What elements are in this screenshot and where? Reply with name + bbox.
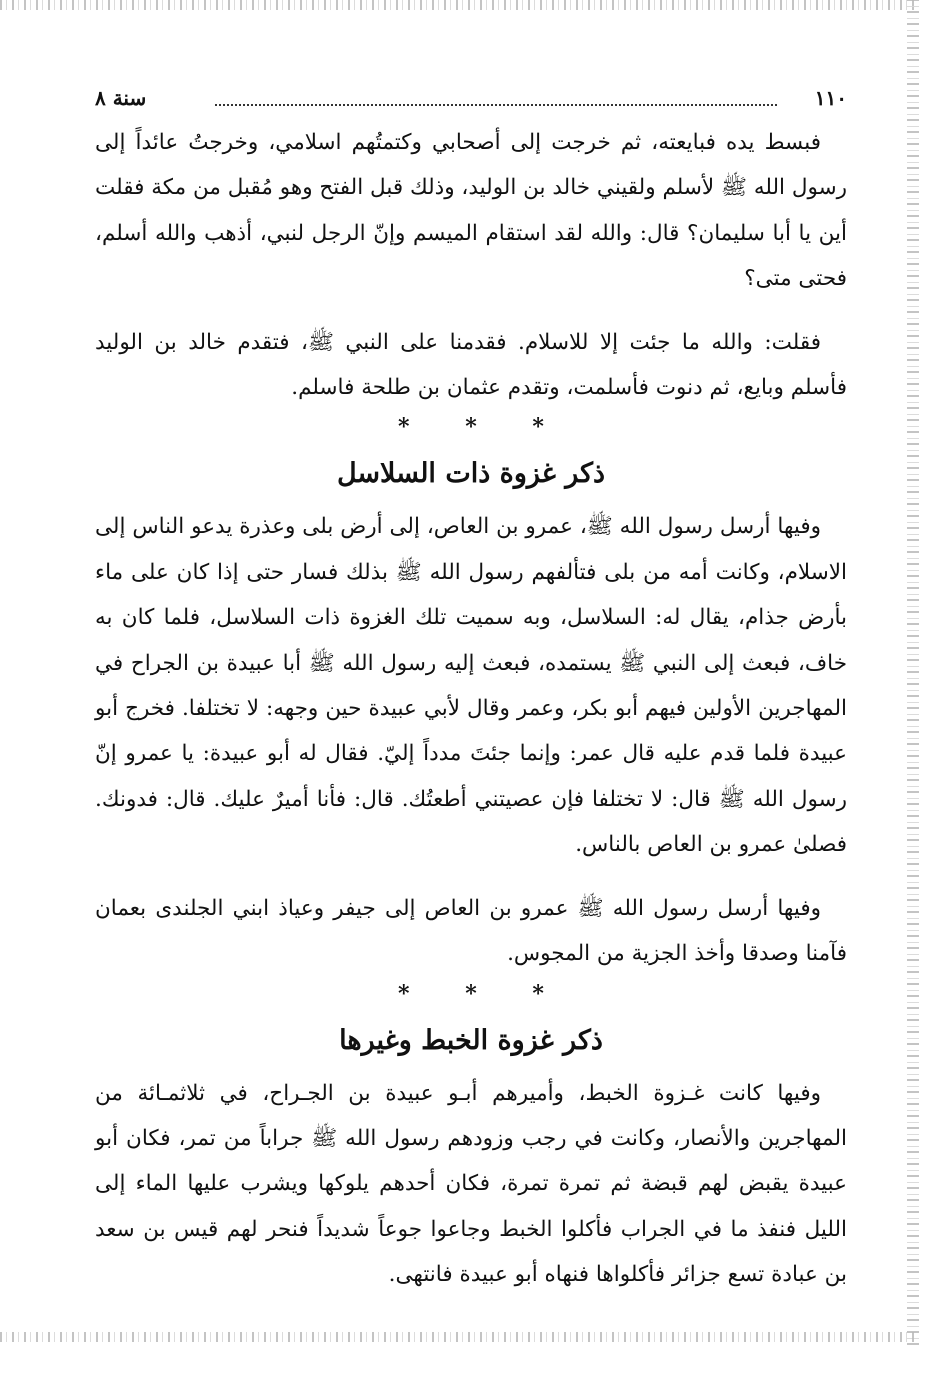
paragraph: فبسط يده فبايعته، ثم خرجت إلى أصحابي وكتمتُهم اسلامي، وخرجتُ عائداً إلى رسول الله ﷺ لأسلم ولقيني خالد بن الوليد، وذلك قبل الفتح وهو مُقبل من مكة فقلت أين يا أبا سليمان؟ قال: والله لقد استقام الميسم وإنّ الرجل لنبي، أذهب والله أسلم، فحتى متى؟	[95, 130, 847, 292]
paragraph: وفيها كانت غـزوة الخبط، وأميرهم أبـو عبيدة بن الجـراح، في ثلاثمـائة من المهاجرين والأنصار، وكانت في رجب وزودهم رسول الله ﷺ جراباً من تمر، فكان أبو عبيدة يقبض لهم قبضة ثم تمرة تمرة، فكان أحدهم يلوكها ويشرب عليها الماء إلى الليل فنفذ ما في الجراب فأكلوا الخبط وجاعوا جوعاً شديداً فنحر لهم قيس بن سعد بن عبادة تسع جزائر فأكلواها فنهاه أبو عبيدة فانتهى.	[95, 1080, 847, 1288]
paragraph-gap	[95, 868, 847, 886]
separator-star: *	[398, 414, 410, 441]
section-heading: ذكر غزوة الخبط وغيرها	[339, 1024, 603, 1056]
separator-star: *	[398, 980, 410, 1007]
separator-star: *	[532, 980, 544, 1007]
section-separator	[95, 410, 847, 444]
section-separator	[95, 977, 847, 1011]
separator-star: *	[465, 980, 477, 1007]
page-content	[95, 80, 847, 1298]
paragraph: وفيها أرسل رسول الله ﷺ عمرو بن العاص إلى جيفر وعياذ ابني الجلندى بعمان فآمنا وصدقا وأخذ الجزية من المجوس.	[95, 895, 847, 967]
decorative-border-right	[907, 0, 919, 1345]
paragraph: فقلت: والله ما جئت إلا للاسلام. فقدمنا على النبي ﷺ، فتقدم خالد بن الوليد فأسلم وبايع، ثم دنوت فأسلمت، وتقدم عثمان بن طلحة فاسلم.	[95, 329, 847, 401]
decorative-border-top	[0, 0, 918, 10]
header-dotted-leader	[215, 104, 777, 106]
running-head	[95, 80, 847, 120]
paragraph: وفيها أرسل رسول الله ﷺ، عمرو بن العاص، إلى أرض بلى وعذرة يدعو الناس إلى الاسلام، وكانت أمه من بلى فتألفهم رسول الله ﷺ بذلك فسار حتى إذا كان على ماء بأرض جذام، يقال له: السلاسل، وبه سميت تلك الغزوة ذات السلاسل، فلما كان به خاف، فبعث إلى النبي ﷺ يستمده، فبعث إليه رسول الله ﷺ أبا عبيدة بن الجراح في المهاجرين الأولين فيهم أبو بكر، وعمر وقال لأبي عبيدة حين وجهه: لا تختلفا. فخرج أبو عبيدة فلما قدم عليه قال عمر: وإنما جئتَ مدداً إليّ. فقال له أبو عبيدة: يا عمرو إنّ رسول الله ﷺ قال: لا تختلفا فإن عصيتني أطعتُك. قال: فأنا أميرٌ عليك. قال: فدونك. فصلىٰ عمرو بن العاص بالناس.	[95, 514, 847, 858]
page-number: ١١٠	[814, 86, 847, 110]
header-section-label: سنة ٨	[95, 86, 147, 110]
separator-star: *	[465, 414, 477, 441]
paragraph-gap	[95, 302, 847, 320]
decorative-border-bottom	[0, 1332, 918, 1342]
separator-star: *	[532, 414, 544, 441]
section-heading: ذكر غزوة ذات السلاسل	[336, 458, 606, 490]
